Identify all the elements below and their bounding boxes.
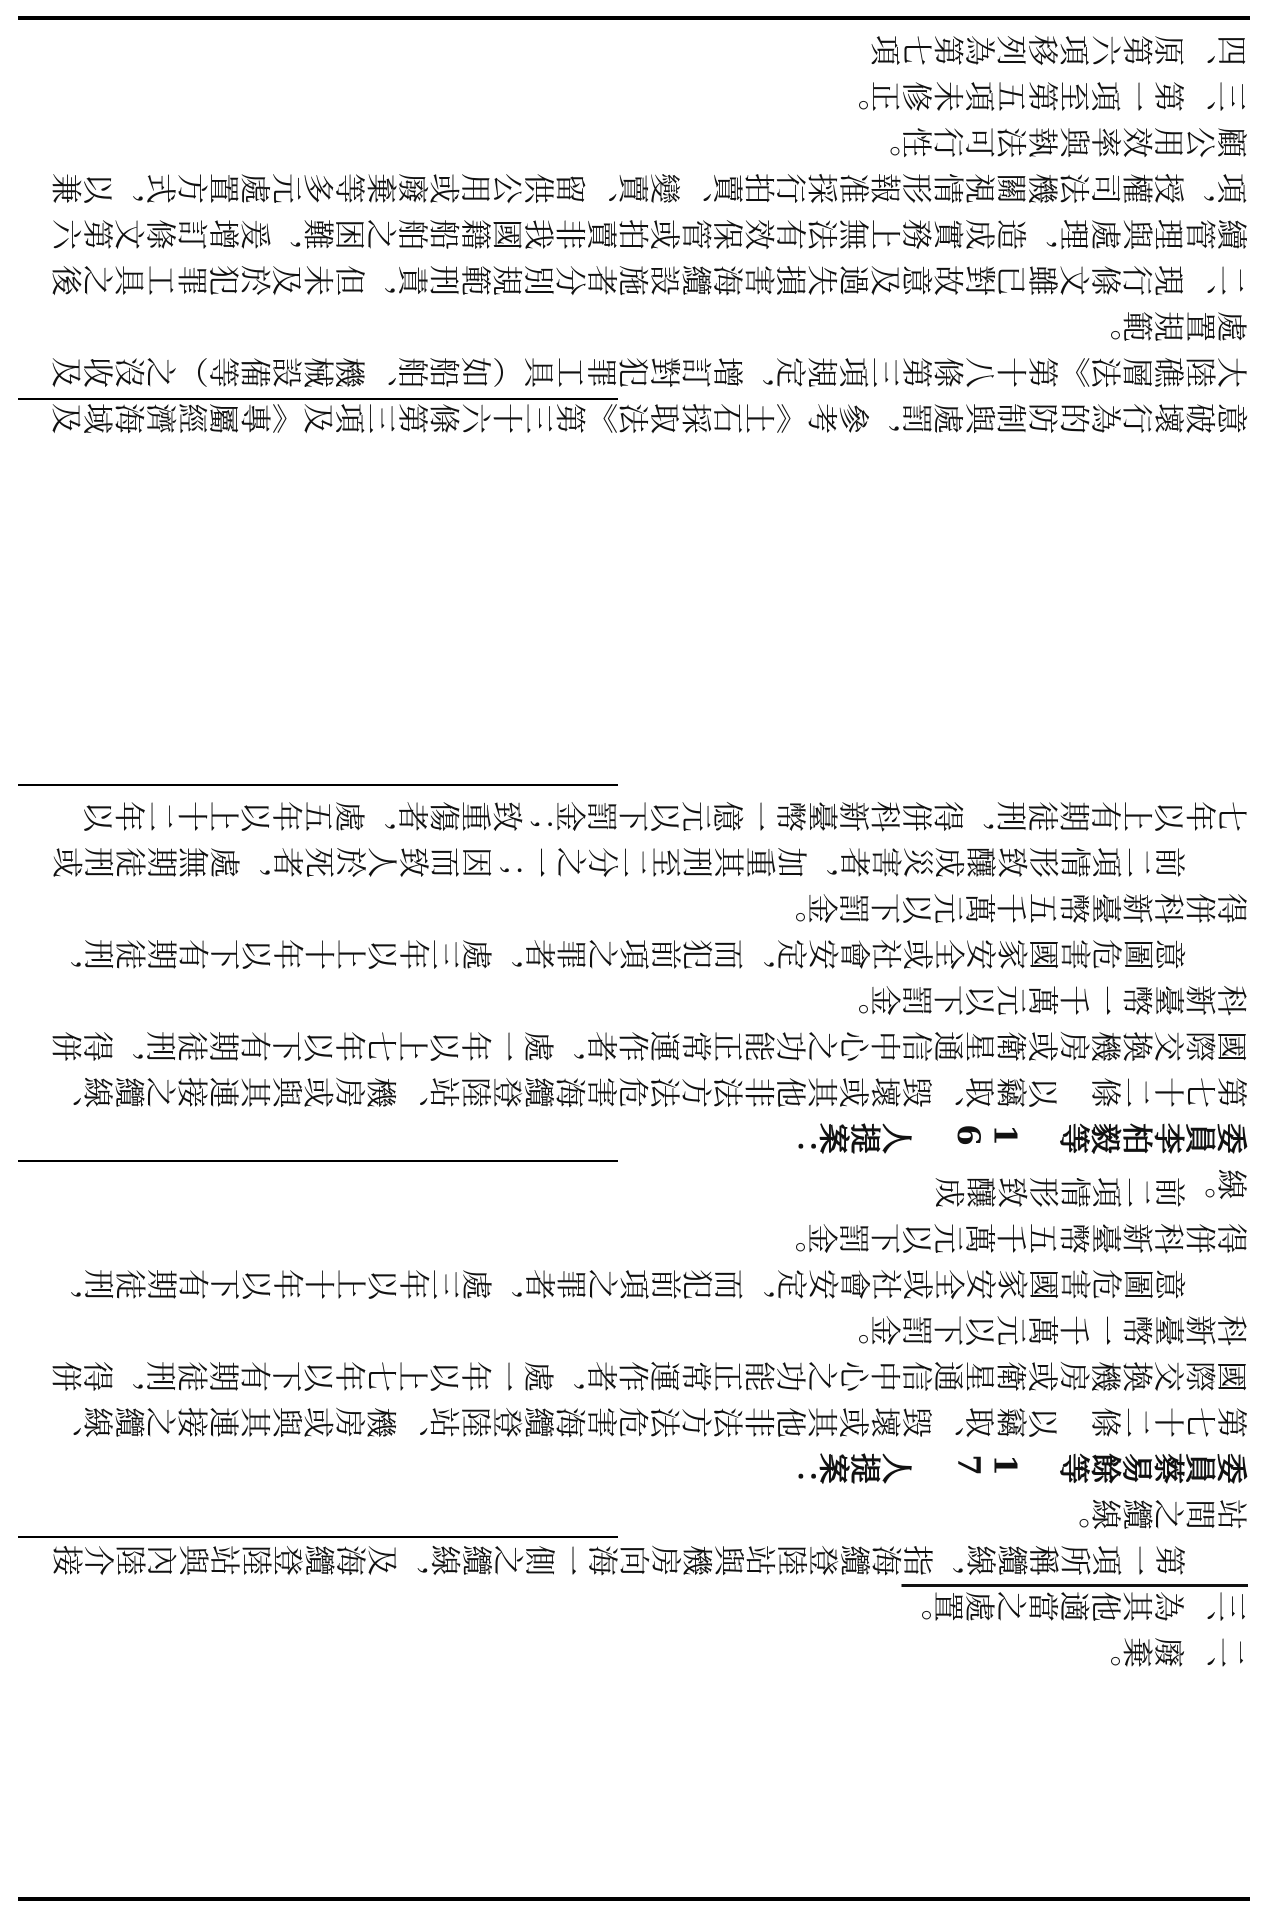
explanation-para-2: 二、現行條文雖已對故意及過失損害海纜設施者分別規範刑責，但未及於犯罪工具之後續管理與處理，造成實務上無法有效保管或拍賣非我國籍船舶之困難，爰增訂條文第六項，授權司法機關視情形報准採行拍賣、變賣、留供公用或廢棄等多元處置方式，以兼顧公用效率與執法可行性。	[51, 121, 1248, 295]
proposal-li-heading: 委員李柏毅等 16 人提案：	[787, 1117, 1248, 1153]
proposal-tsai-item2: 二、廢棄。	[1090, 1631, 1248, 1667]
proposal-li-text	[30, 790, 1248, 1204]
proposal-li-block	[30, 790, 1248, 1199]
explanation-para-4: 四、原第六項移列為第七項	[870, 29, 1248, 65]
proposal-li-para3: 前二項情形致釀成災害者，加重其刑至二分之一；因而致人於死者，處無期徒刑或七年以上有期徒刑，得併科新臺幣一億元以下罰金；致重傷者，處五年以上十二年以	[52, 795, 1248, 877]
proposal-tsai-item3: 三、為其他適當之處置。	[901, 1585, 1248, 1621]
explanation-block	[30, 24, 1248, 433]
proposal-tsai-article: 第七十二條 以竊取、毀壞或其他非法方法危害海纜登陸站、機房或與其連接之纜線、國際交換機房或衛星通信中心之功能正常運作者，處一年以上七年以下有期徒刑，得併科新臺幣一千萬元以下罰金。	[51, 1309, 1248, 1437]
bottom-border	[18, 1897, 1250, 1901]
proposal-tsai-para2: 意圖危害國家安全或社會安定，而犯前項之罪者，處三年以上十年以下有期徒刑，得併科新臺幣五千萬元以下罰金。	[52, 1217, 1248, 1299]
proposal-tsai-para1: 第一項所稱纜線，指海纜登陸站與機房向海一側之纜線，及海纜登陸站與內陸介接站間之纜線。	[52, 1493, 1248, 1575]
explanation-para-3: 三、第一項至第五項未修正。	[838, 75, 1248, 111]
proposal-li-lead: 線。	[1185, 1163, 1248, 1199]
top-border	[18, 16, 1250, 20]
explanation-para-1: 意破壞行為的防制與處罰，參考《土石採取法》第三十六條第三項及《專屬經濟海域及大陸礁層法》第十八條第三項規定，增訂對犯罪工具（如船舶、機械設備等）之沒收及處置規範。	[51, 305, 1248, 433]
proposal-tsai-block	[30, 1166, 1248, 1667]
proposal-tsai-text	[30, 1166, 1248, 1672]
proposal-tsai-heading: 委員蔡易餘等 17 人提案：	[787, 1447, 1248, 1483]
proposal-li-article: 第七十二條 以竊取、毀壞或其他非法方法危害海纜登陸站、機房或與其連接之纜線、國際交換機房或衛星通信中心之功能正常運作者，處一年以上七年以下有期徒刑，得併科新臺幣一千萬元以下罰金。	[51, 979, 1248, 1107]
proposal-li-para2: 意圖危害國家安全或社會安定，而犯前項之罪者，處三年以上十年以下有期徒刑，得併科新臺幣五千萬元以下罰金。	[52, 887, 1248, 969]
explanation-text	[30, 24, 1248, 438]
proposal-tsai-para3: 前二項情形致釀成	[934, 1171, 1186, 1207]
separator-middle-top	[18, 784, 618, 786]
